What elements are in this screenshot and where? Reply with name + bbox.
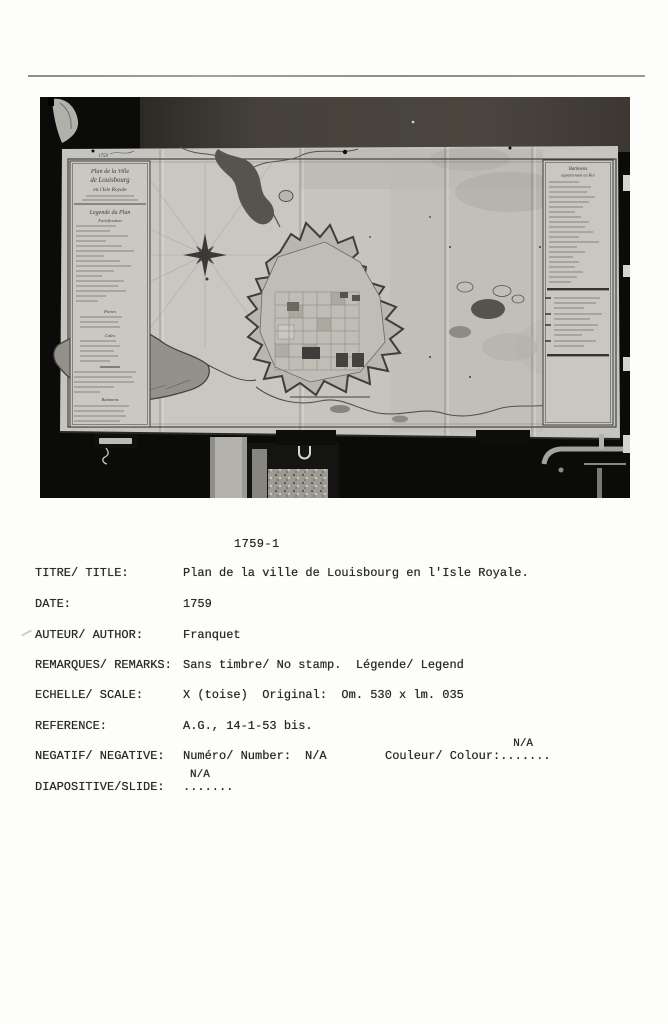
field-value-date: 1759 (183, 597, 212, 611)
field-row-author (35, 628, 645, 648)
field-value-author: Franquet (183, 628, 241, 642)
handwritten-date: 1759 (98, 154, 108, 159)
field-row-scale (35, 688, 645, 708)
photo-svg (40, 97, 630, 498)
panel-title-line2: appartenant au Roi (561, 172, 595, 178)
field-label-slide: DIAPOSITIVE/SLIDE: (35, 780, 165, 794)
negative-colour (385, 738, 551, 763)
field-row-reference (35, 719, 645, 739)
pin (343, 150, 347, 154)
field-label-scale: ECHELLE/ SCALE: (35, 688, 144, 702)
legend-heading: Legende du Plan (89, 210, 131, 216)
map-sheet (54, 146, 620, 439)
legend-panel (543, 160, 613, 425)
section-batimens: Batimens (101, 397, 119, 402)
divider-line (28, 75, 645, 77)
field-row-slide (35, 769, 645, 800)
slide-entry (183, 769, 234, 794)
slide-dotted-entry (183, 769, 234, 794)
field-value-reference: A.G., 14-1-53 bis. (183, 719, 313, 733)
field-row-negative (35, 738, 645, 769)
right-clip (476, 430, 530, 444)
slide-value: N/A (190, 769, 210, 781)
map-photograph (40, 97, 630, 498)
map-title-line2: de Louisbourg (90, 177, 130, 184)
field-label-remarks: REMARQUES/ REMARKS: (35, 658, 172, 672)
stand-pillar (210, 437, 247, 498)
field-row-date (35, 597, 645, 617)
negative-number-label: Numéro/ Number: (183, 749, 292, 763)
negative-number (183, 749, 327, 763)
negative-number-value: N/A (305, 749, 327, 763)
textured-wall (268, 469, 328, 498)
field-label-reference: REFERENCE: (35, 719, 108, 733)
field-label-negative: NEGATIF/ NEGATIVE: (35, 749, 165, 763)
section-portes: Portes (104, 309, 116, 314)
field-label-title: TITRE/ TITLE: (35, 566, 129, 580)
section-cales: Cales (104, 333, 116, 338)
colour-value: N/A (513, 738, 534, 750)
negative-colour-label: Couleur/ Colour: (385, 749, 501, 763)
cartouche (70, 151, 150, 427)
pencil-mark (21, 630, 31, 636)
panel-title-line1: Batimens (568, 167, 588, 172)
catalog-number: 1759-1 (234, 537, 280, 551)
pin (509, 147, 512, 150)
slide-dots: ....... (183, 780, 234, 794)
section-fortification: Fortification (98, 218, 122, 223)
field-row-title (35, 566, 645, 586)
map-title-line3: en l'Isle Royale (93, 187, 127, 193)
field-value-remarks: Sans timbre/ No stamp. Légende/ Legend (183, 658, 464, 672)
field-value-scale: X (toise) Original: Om. 530 x lm. 035 (183, 688, 464, 702)
field-value-title: Plan de la ville de Louisbourg en l'Isle Royale. (183, 566, 529, 580)
field-label-date: DATE: (35, 597, 72, 611)
field-row-remarks (35, 658, 645, 678)
map-title-line1: Plan de la Ville (90, 168, 130, 175)
colour-dotted-entry (500, 738, 551, 763)
colour-dots: ....... (500, 749, 551, 763)
field-label-author: AUTEUR/ AUTHOR: (35, 628, 144, 642)
pin (92, 150, 95, 153)
wall-band (140, 97, 630, 152)
